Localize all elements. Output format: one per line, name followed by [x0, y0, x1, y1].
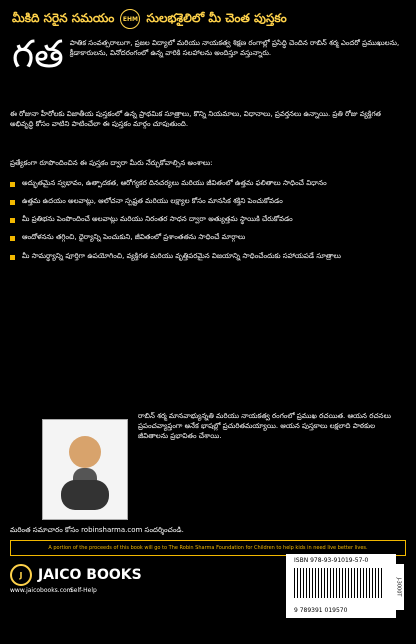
barcode-block [286, 554, 396, 618]
heading-lead: మీకిది సరైన సమయం [12, 10, 115, 25]
heading-tail: సులభశైలిలో మీ చెంత పుస్తకం [146, 10, 287, 25]
isbn-text: ISBN 978-93-91019-57-0 [294, 557, 369, 564]
product-code [392, 564, 404, 610]
category: Self-Help [70, 587, 97, 594]
author-bio: రాబిన్ శర్మ మానవాభ్యున్నతి మరియు నాయకత్వ రంగంలో ప్రముఖ రచయిత. ఆయన రచనలు ప్రపంచవ్యాప్తంగా అనేక భాషల్లో ప్రచురితమయ్యాయి. ఆయన పుస్తకాలు లక్షలాది పాఠకుల జీవితాలను ప్రభావితం చేశాయి. [138, 412, 391, 441]
dropcap: గత [12, 32, 64, 76]
paragraph-3: ప్రత్యేకంగా రూపొందించిన ఈ పుస్తకం ద్వారా మీరు నేర్చుకోవాల్సిన అంశాలు: [10, 159, 213, 167]
paragraph-4: మరింత సమాచారం కోసం robinsharma.com సందర్శించండి. [10, 526, 184, 534]
author-photo [42, 419, 128, 520]
benefits-list [10, 178, 406, 269]
benefit-item: ఆందోళనను తగ్గించి, ధైర్యాన్ని పెంచుకుని, జీవితంలో ప్రశాంతతను సాధించే మార్గాలు [10, 232, 406, 242]
footer [10, 554, 406, 634]
paragraph-2: ఈ రోజునా హీరోలకు విజాతీయ పుస్తకంలో ఉన్న ప్రాథమిక సూత్రాలు, కొన్ని నియమాలు, విధానాలు, ప్రవర్తనలు ఉన్నాయి. ప్రతి రోజు వ్యక్తిగత అభివృద్ధి కోసం వాటిని పాటించేలా ఈ పుస్తకం మార్గం చూపుతుంది. [10, 110, 381, 129]
barcode-number: 9 789391 019570 [294, 607, 348, 614]
publisher-brand [10, 564, 142, 586]
intro-text: పాతిక సంవత్సరాలుగా, ప్రజల విద్యాలో మరియు నాయకత్వ శిక్షణ రంగాల్లో ప్రసిద్ధి చెందిన రాబిన్ శర్మ ఎందరో ప్రముఖులను, క్రీడాకారులను, వినోదరంగంలో ఉన్న వారికి సలహాలను అందిస్తూ వస్తున్నారు. [69, 39, 400, 58]
benefit-item: ఉత్తమ ఉదయం అలవాట్లు, ఆలోచనా స్పష్టత మరియు లక్ష్యాల కోసం మానసిక శక్తిని పెంచుకోవడం [10, 196, 406, 206]
publisher-name: JAICO BOOKS [38, 567, 142, 583]
top-heading [12, 10, 404, 28]
ehm-badge: EHM [120, 9, 140, 29]
intro-paragraph [10, 32, 406, 76]
benefit-item: అద్భుతమైన స్వభావం, ఉత్పాదకత, ఆరోగ్యకర దినచర్యలు మరియు జీవితంలో ఉత్తమ ఫలితాలు సాధించే విధానం [10, 178, 406, 188]
product-code-text: J-3000T [395, 577, 402, 597]
benefit-item: మీ సామర్థ్యాన్ని పూర్తిగా ఉపయోగించి, వ్యక్తిగత మరియు వృత్తిపరమైన విజయాన్ని సాధించేందుకు సహాయపడే సూత్రాలు [10, 251, 406, 261]
barcode-lines [294, 568, 384, 598]
publisher-logo-icon: J [10, 564, 32, 586]
foundation-note: A portion of the proceeds of this book will go to The Robin Sharma Foundation for Children to help kids in need live better lives. [10, 540, 406, 556]
publisher-site: www.jaicobooks.com [10, 587, 73, 594]
benefit-item: మీ ప్రతిభను పెంపొందించే అలవాట్లు మరియు నిరంతర సాధన ద్వారా అత్యుత్తమ స్థాయికి చేరుకోవడం [10, 214, 406, 224]
